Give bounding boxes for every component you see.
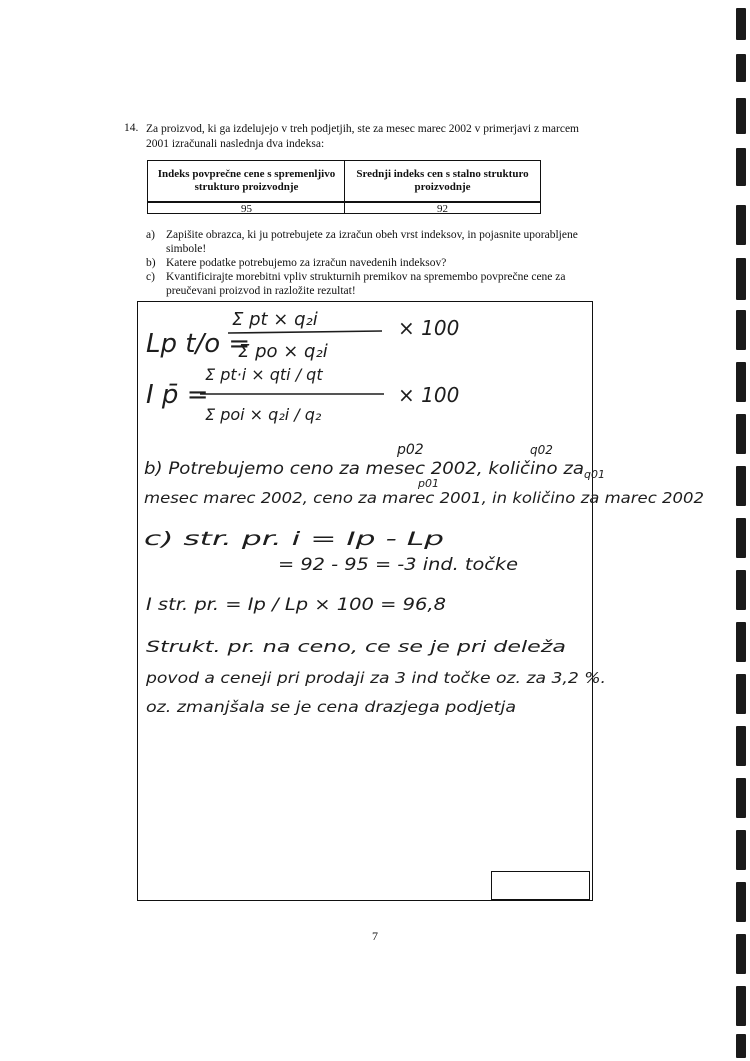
table-header-cell: Indeks povprečne cene s spremenljivo strukturo proizvodnje [157,168,336,193]
subquestion-text: Katere podatke potrebujemo za izračun navedenih indeksov? [166,257,447,269]
table-value-cell: 92 [437,203,448,215]
subquestion-label: c) [146,271,155,283]
hw-note: q01 [584,468,605,481]
subquestion-label: a) [146,229,155,241]
question-text: Za proizvod, ki ga izdelujejo v treh podjetjih, ste za mesec marec 2002 v primerjavi z marcem 2001 izračunali naslednja dva indeksa: [146,123,580,150]
hw-formula2-lhs: I p̄ = [146,380,209,410]
hw-answer-b-line2: mesec marec 2002, ceno za marec 2001, in količino za marec 2002 [144,489,704,507]
hw-formula2-denominator: Σ poi × q₂i / q₂ [205,405,322,424]
hw-note: p01 [418,477,439,490]
hw-answer-c-line1: c) str. pr. i = Ip - Lp [144,528,444,550]
hw-fraction-bar [228,331,382,333]
hw-note: q02 [530,443,553,457]
hw-formula1-multiplier: × 100 [398,316,460,340]
hw-answer-b-line1: b) Potrebujemo ceno za mesec 2002, količino za [144,459,584,479]
subquestion-label: b) [146,257,156,269]
table-value-cell: 95 [241,203,252,215]
hw-formula1-lhs: Lp t/o = [146,329,251,359]
hw-answer-c-line4: Strukt. pr. na ceno, ce se je pri deleža [146,637,566,656]
hw-formula1-denominator: Σ po × q₂i [238,341,328,362]
hw-formula2-numerator: Σ pt·i × qti / qt [205,365,323,384]
hw-note: p02 [397,442,424,458]
hw-formula1-numerator: Σ pt × q₂i [232,309,318,330]
page-number: 7 [372,929,378,943]
hw-answer-c-line5: povod a ceneji pri prodaji za 3 ind točke oz. za 3,2 %. [144,669,606,687]
hw-answer-c-line3: I str. pr. = Ip / Lp × 100 = 96,8 [146,595,447,615]
subquestion-text: Zapišite obrazca, ki ju potrebujete za izračun obeh vrst indeksov, in pojasnite uporabljene simbole! [166,229,578,255]
subquestion-text: Kvantificirajte morebitni vpliv strukturnih premikov na spremembo povprečne cene za preučevani proizvod in razložite rezultat! [166,271,566,297]
table-header-cell: Srednji indeks cen s stalno strukturo proizvodnje [356,168,529,193]
hw-answer-c-line6: oz. zmanjšala se je cena drazjega podjetja [146,698,516,716]
hw-formula2-multiplier: × 100 [398,383,460,407]
hw-answer-c-line2: = 92 - 95 = -3 ind. točke [278,555,518,575]
question-number: 14. [124,122,139,134]
